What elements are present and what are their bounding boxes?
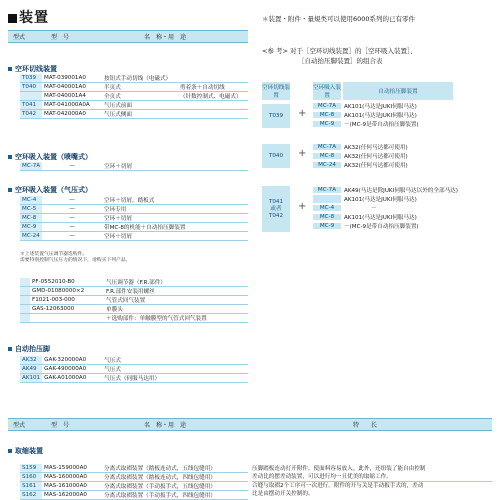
reference-note: <参 考> 对于［空环切线装置］的［空环吸入装置］、 ［自动抬压脚装置］的组合表 bbox=[262, 47, 417, 65]
combo-row: MC-24 AK32(任何马达都可使用) bbox=[313, 161, 453, 170]
table-row: MC-7A — 空环＋切屑 bbox=[20, 162, 248, 171]
table-row: S159 MAS-159000A0 分离式取褶装置（踏板连动式，五线包缝用） bbox=[20, 464, 248, 473]
table-row: ＋选购部件：单触膜型的气管式回气装置 bbox=[20, 314, 248, 323]
header-type: 型式 bbox=[12, 34, 25, 41]
data-table bbox=[20, 196, 248, 241]
bullet-icon bbox=[8, 155, 12, 159]
table-row: PF-0552010-B0 气压调节器（F.R.部件） bbox=[20, 278, 248, 287]
table-row: F1021-003-000 气管式回气装置 bbox=[20, 296, 248, 305]
bullet-icon bbox=[8, 449, 12, 453]
combo-header-col2: 空环吸入装置 bbox=[313, 82, 341, 100]
combo-row: MC-7A AK101(马达是JUKI伺服马达) bbox=[313, 102, 453, 111]
table-row: T041 MAT-041000A0A 气压式前面 bbox=[20, 101, 248, 110]
pickup-features: 压脚踏板连动打开附件，使面料容易放入。此外，还组装了能自由控制 差动比的摆差动装置，可以进行均一且优美的取缩工作。 合缝与取褶2个工序可一次进行。附件的开与关是手动扳手式的，差动 比是由摆动开关控制的。 bbox=[252, 465, 492, 498]
pickup-table bbox=[20, 464, 248, 500]
plus-icon: + bbox=[298, 148, 307, 159]
presser-table bbox=[20, 356, 248, 383]
section-title: 取缩装置 bbox=[8, 446, 43, 456]
combo-group bbox=[313, 143, 453, 170]
combo-header-col1: 空环切线装置 bbox=[262, 82, 290, 100]
data-table bbox=[20, 162, 248, 171]
table-row: S162 MAS-162000A0 分离式取褶装置（手动扳手式，四线包缝用） bbox=[20, 491, 248, 500]
table-row: MC-5 — 空环专用 bbox=[20, 205, 248, 214]
combo-row: MC-9 －(MC-9是带自动抬压脚装置) bbox=[313, 120, 453, 129]
combo-row: MC-8 AK101(马达是JUKI伺服马达) bbox=[313, 213, 463, 222]
combo-row: MC-9 －(MC-9是带自动抬压脚装置) bbox=[313, 222, 463, 231]
combo-group bbox=[313, 186, 463, 231]
bullet-icon bbox=[8, 347, 12, 351]
plus-icon: + bbox=[298, 201, 307, 212]
table-row: T042 MAT-042000A0 气压式侧面 bbox=[20, 110, 248, 119]
section-title: 自动抬压脚 bbox=[8, 344, 50, 354]
table-row: GMD-01080000×2 F.R.部件安装用螺丝 bbox=[20, 287, 248, 296]
top-note: ＊装置・附件・量規类可以使用6000系列的已有零件 bbox=[262, 15, 416, 23]
bullet-icon bbox=[8, 67, 12, 71]
page-heading: 装置 bbox=[8, 7, 49, 27]
table-row: MC-4 — 空环＋切屑，踏板式 bbox=[20, 196, 248, 205]
bottom-table-header: 型式 型 号 名 称・用 途 特 长 bbox=[8, 418, 492, 431]
header-name: 名 称・用 途 bbox=[143, 34, 186, 41]
table-row: AK49 GAK-490000A0 气压式 bbox=[20, 365, 248, 374]
table-row: T039 MAT-039001A0 按钮式手动切线（电磁式） bbox=[20, 74, 248, 83]
table-row: T040 MAT-040001A0 半页式 剪着条＋自动切线 bbox=[20, 83, 248, 92]
data-table bbox=[20, 74, 248, 119]
section-title: 空环吸入装置（喷嘴式） bbox=[8, 152, 92, 162]
section-title: 空环切线装置 bbox=[8, 64, 57, 74]
notes: ＊上述装置气压调节器选购件。 需要特别控制气压压力的情况下，请购买下列产品。 bbox=[20, 252, 131, 263]
square-bullet-icon bbox=[8, 14, 17, 23]
combo-group-label: T041 或者 T042 bbox=[262, 186, 290, 232]
table-row: S160 MAS-160000A0 分离式取褶装置（踏板连动式，四线包缝用） bbox=[20, 473, 248, 482]
table-row: AK32 GAK-320000A0 气压式 bbox=[20, 356, 248, 365]
table-row: MC-9 — 带MC-8的机能＋自动抬压脚装置 bbox=[20, 223, 248, 232]
section-title: 空环吸入装置（气压式） bbox=[8, 185, 92, 195]
table-row: MAT-040001A4 全页式 （针数控制式、电磁式） bbox=[20, 92, 248, 101]
combo-row: MC-8 AK101(马达是JUKI伺服马达) bbox=[313, 111, 453, 120]
table-row: AK101 GAK-A01000A0 气压式（伺服马达用） bbox=[20, 374, 248, 383]
combo-row: AK101(马达是JUKI伺服马达) bbox=[313, 195, 463, 204]
combo-group-label: T039 bbox=[262, 104, 290, 128]
combo-row: MC-7A AK32(任何马达都可使用) bbox=[313, 143, 453, 152]
header-model: 型 号 bbox=[50, 34, 69, 41]
table-row: GAS-12063000 单膜头 bbox=[20, 305, 248, 314]
combo-group-label: T040 bbox=[262, 144, 290, 168]
table-header bbox=[8, 30, 248, 43]
table-row: MC-8 — 空环＋切屑 bbox=[20, 214, 248, 223]
bullet-icon bbox=[8, 188, 12, 192]
combo-header-col3: 自动抬压脚装置 bbox=[343, 82, 453, 100]
plus-icon: + bbox=[298, 108, 307, 119]
combo-group bbox=[313, 102, 453, 129]
combo-row: MC-4 － bbox=[313, 204, 463, 213]
combo-row: MC-7A AK49(马达是除JUKI伺服马达以外的全部马达) bbox=[313, 186, 463, 195]
table-row: MC-24 — 空环＋切屑 bbox=[20, 232, 248, 241]
table-row: S161 MAS-161000A0 分离式取褶装置（手动扳手式，五线包缝用） bbox=[20, 482, 248, 491]
combo-row: MC-8 AK32(任何马达都可使用) bbox=[313, 152, 453, 161]
regulator-table bbox=[20, 278, 248, 323]
